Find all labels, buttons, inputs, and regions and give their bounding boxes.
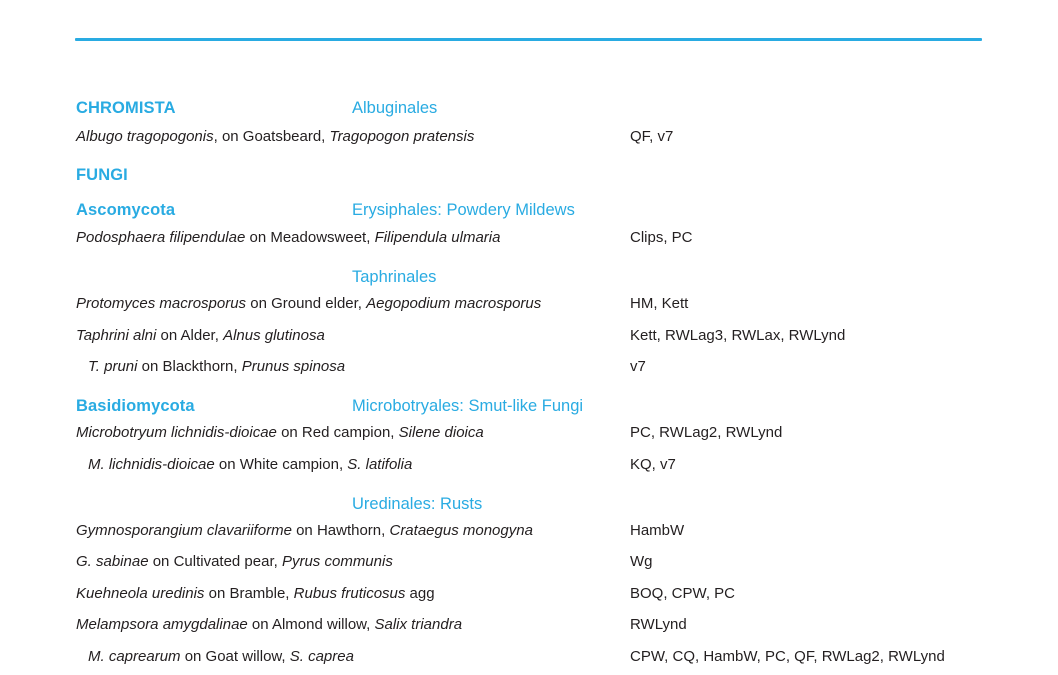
host-latin-name: Aegopodium macrosporus <box>366 295 542 312</box>
record-connector: on Cultivated pear, <box>148 553 282 570</box>
species-name: Taphrini alni <box>76 327 157 344</box>
record-entry <box>76 326 630 346</box>
record-row <box>0 521 1058 541</box>
taxon-heading-row <box>0 267 1058 288</box>
species-name: Microbotryum lichnidis-dioicae <box>76 424 277 441</box>
taxon-heading-row <box>0 396 1058 417</box>
record-connector: , on Goatsbeard, <box>213 128 330 145</box>
phylum-label: Ascomycota <box>76 201 176 219</box>
record-connector: on White campion, <box>214 456 348 473</box>
record-row <box>0 294 1058 314</box>
record-connector: on Blackthorn, <box>137 358 242 375</box>
host-latin-name: Tragopogon pratensis <box>329 128 475 145</box>
taxon-heading-row <box>0 200 1058 221</box>
record-connector: on Goat willow, <box>180 648 290 665</box>
record-connector: on Ground elder, <box>246 295 367 312</box>
record-entry <box>76 294 630 314</box>
record-row <box>0 584 1058 604</box>
record-entry <box>76 127 630 147</box>
record-site-codes: BOQ, CPW, PC <box>630 585 736 602</box>
order-label: Erysiphales: Powdery Mildews <box>352 201 575 219</box>
species-name: Melampsora amygdalinae <box>76 616 248 633</box>
record-site-codes: PC, RWLag2, RWLynd <box>630 424 783 441</box>
record-site-codes: v7 <box>630 358 646 375</box>
host-latin-name: Prunus spinosa <box>241 358 346 375</box>
record-connector: on Almond willow, <box>247 616 375 633</box>
kingdom-label: CHROMISTA <box>76 99 176 117</box>
record-connector: on Bramble, <box>204 585 294 602</box>
kingdom-label: FUNGI <box>76 166 128 184</box>
record-site-codes: Kett, RWLag3, RWLax, RWLynd <box>630 327 846 344</box>
species-name: Gymnosporangium clavariiforme <box>76 522 292 539</box>
host-latin-name: Silene dioica <box>398 424 484 441</box>
phylum-label: Basidiomycota <box>76 397 195 415</box>
species-name: Kuehneola uredinis <box>76 585 205 602</box>
host-latin-name: S. latifolia <box>347 456 413 473</box>
record-connector: on Meadowsweet, <box>245 229 375 246</box>
record-entry <box>76 357 630 377</box>
taxon-heading-row <box>0 98 1058 119</box>
order-label: Microbotryales: Smut-like Fungi <box>352 397 584 415</box>
record-tail: agg <box>405 585 435 602</box>
record-site-codes: CPW, CQ, HambW, PC, QF, RWLag2, RWLynd <box>630 648 945 665</box>
record-row <box>0 127 1058 147</box>
record-row <box>0 357 1058 377</box>
species-name: M. caprearum <box>88 648 181 665</box>
record-entry <box>76 615 630 635</box>
host-latin-name: Rubus fruticosus <box>293 585 406 602</box>
kingdom-heading-row <box>0 165 1058 186</box>
record-row <box>0 647 1058 667</box>
host-latin-name: Crataegus monogyna <box>389 522 533 539</box>
record-site-codes: HambW <box>630 522 685 539</box>
species-name: M. lichnidis-dioicae <box>88 456 215 473</box>
species-name: G. sabinae <box>76 553 149 570</box>
record-entry <box>76 423 630 443</box>
host-latin-name: Pyrus communis <box>281 553 393 570</box>
host-latin-name: Filipendula ulmaria <box>374 229 501 246</box>
taxon-heading-row <box>0 494 1058 515</box>
order-label: Taphrinales <box>352 268 437 286</box>
order-label: Uredinales: Rusts <box>352 495 483 513</box>
species-name: Albugo tragopogonis <box>76 128 214 145</box>
record-site-codes: HM, Kett <box>630 295 689 312</box>
record-row <box>0 228 1058 248</box>
record-row <box>0 455 1058 475</box>
species-name: Podosphaera filipendulae <box>76 229 246 246</box>
record-connector: on Hawthorn, <box>291 522 390 539</box>
record-row <box>0 615 1058 635</box>
record-connector: on Alder, <box>156 327 224 344</box>
host-latin-name: Alnus glutinosa <box>223 327 325 344</box>
species-name: Protomyces macrosporus <box>76 295 247 312</box>
record-entry <box>76 455 630 475</box>
record-row <box>0 423 1058 443</box>
top-rule <box>75 38 982 41</box>
record-site-codes: RWLynd <box>630 616 687 633</box>
record-site-codes: Clips, PC <box>630 229 693 246</box>
species-name: T. pruni <box>88 358 138 375</box>
record-entry <box>76 552 630 572</box>
record-site-codes: QF, v7 <box>630 128 674 145</box>
record-entry <box>76 584 630 604</box>
record-row <box>0 552 1058 572</box>
record-connector: on Red campion, <box>276 424 399 441</box>
host-latin-name: Salix triandra <box>374 616 463 633</box>
record-entry <box>76 521 630 541</box>
record-entry <box>76 228 630 248</box>
record-site-codes: KQ, v7 <box>630 456 676 473</box>
record-row <box>0 326 1058 346</box>
record-site-codes: Wg <box>630 553 653 570</box>
record-entry <box>76 647 630 667</box>
host-latin-name: S. caprea <box>289 648 354 665</box>
order-label: Albuginales <box>352 99 438 117</box>
